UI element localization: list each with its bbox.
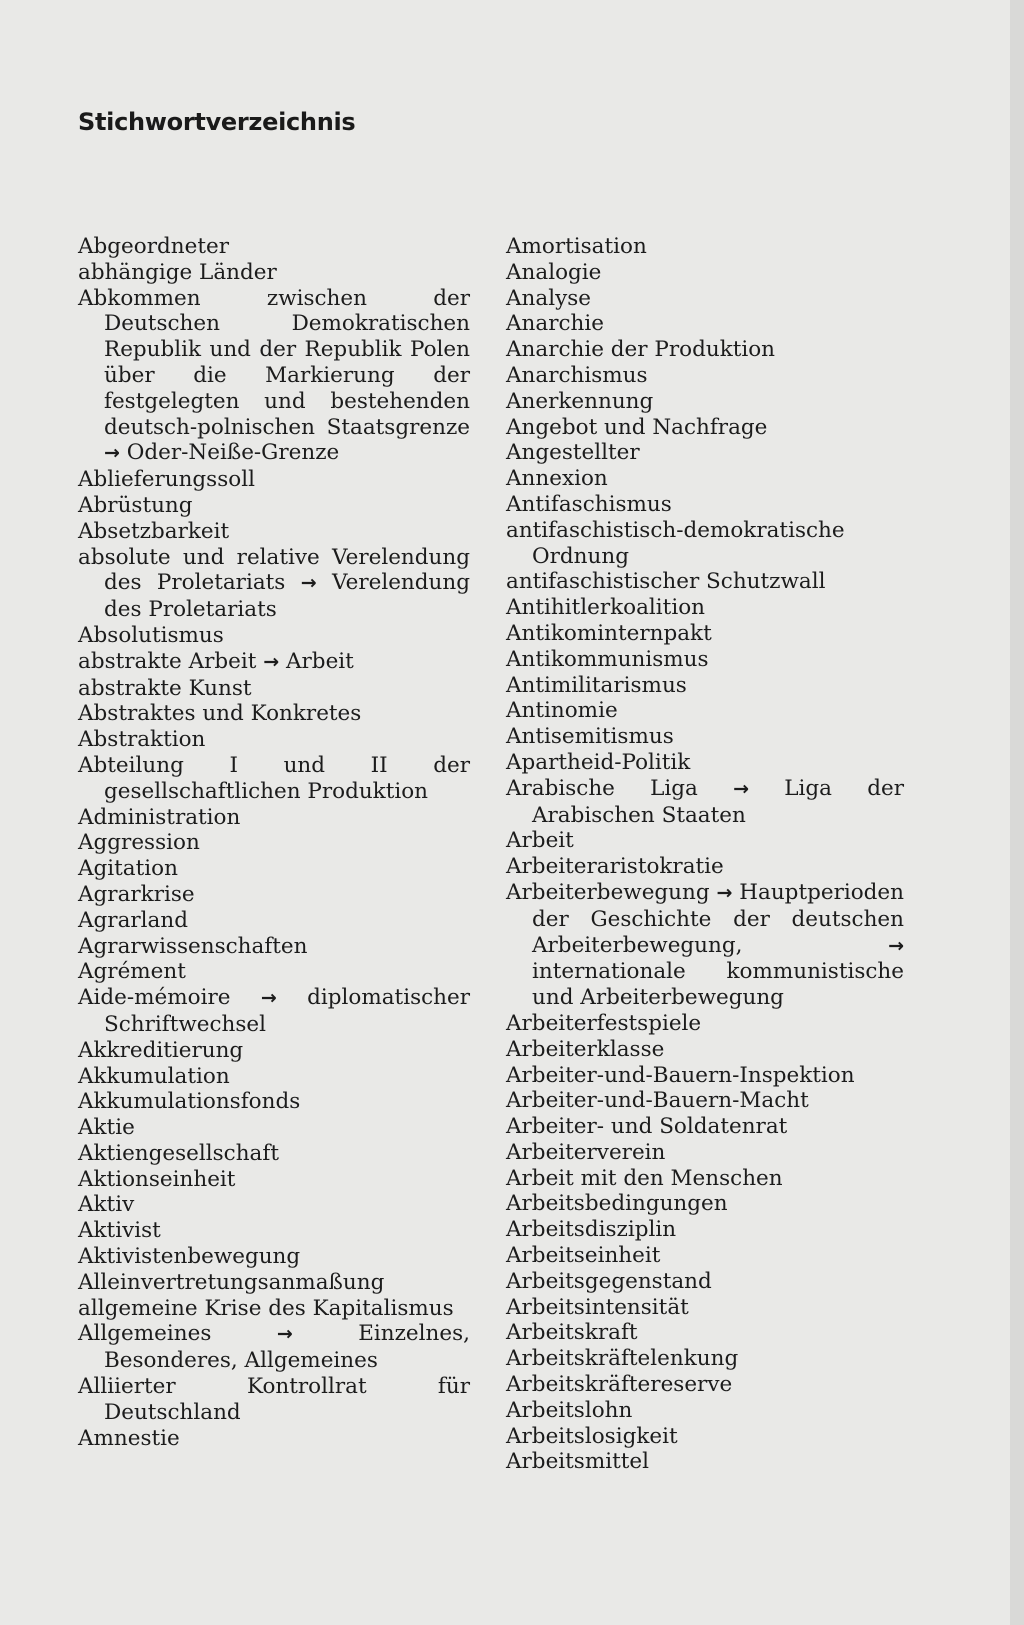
index-column-right [506, 234, 904, 1475]
see-arrow-icon: → [260, 987, 277, 1010]
see-reference: Verelendung des Proletariats [104, 570, 470, 623]
entry-term: Agrarkrise [78, 881, 195, 907]
entry-term: Aktivist [78, 1218, 161, 1244]
entry-term: Antikommunismus [506, 646, 709, 672]
entry-term: Administration [78, 804, 241, 830]
entry-term: Arbeiterklasse [506, 1036, 665, 1062]
entry-term: Antifaschismus [506, 491, 672, 517]
index-entry [506, 828, 904, 854]
see-reference: diplomatischer Schriftwechsel [104, 985, 470, 1037]
entry-term: Alleinvertretungsanmaßung [78, 1269, 385, 1295]
index-entry [506, 880, 904, 1011]
entry-term: Arbeitslosigkeit [506, 1423, 678, 1449]
entry-term: abstrakte Kunst [78, 675, 252, 701]
see-arrow-icon: → [263, 650, 280, 673]
see-reference: Einzelnes, Besonderes, Allgemeines [104, 1321, 470, 1374]
entry-term: allgemeine Krise des Kapitalismus [78, 1295, 454, 1321]
index-entry [506, 466, 904, 492]
index-entry [506, 1217, 904, 1243]
entry-term: Arbeitseinheit [506, 1243, 661, 1269]
entry-term: antifaschistisch-demokratische Ordnung [506, 517, 845, 569]
see-reference: internationale kommunistische und Arbeiterbewegung [532, 959, 904, 1011]
index-entry [78, 908, 470, 934]
index-entry [78, 1038, 470, 1064]
index-entry [78, 934, 470, 960]
entry-term: Aide-mémoire [78, 985, 231, 1011]
index-entry [506, 1269, 904, 1295]
entry-term: Arbeit mit den Menschen [506, 1165, 783, 1191]
entry-term: Arbeitsbedingungen [506, 1191, 728, 1217]
index-entry [78, 1244, 470, 1270]
index-entry [78, 1270, 470, 1296]
index-entry [78, 234, 470, 260]
see-arrow-icon: → [716, 881, 733, 904]
index-entry [506, 440, 904, 466]
entry-term: Arbeitsintensität [506, 1294, 689, 1320]
entry-term: Akkumulation [78, 1063, 230, 1089]
index-entry [506, 569, 904, 595]
entry-term: Arbeiteraristokratie [506, 854, 724, 880]
entry-term: Aktiv [78, 1192, 135, 1218]
index-entry [78, 856, 470, 882]
entry-term: Arbeiter-und-Bauern-Macht [506, 1088, 809, 1114]
see-arrow-icon: → [888, 934, 904, 957]
index-entry [78, 1374, 470, 1426]
see-arrow-icon: → [276, 1323, 293, 1346]
index-entry [506, 1372, 904, 1398]
index-entry [506, 621, 904, 647]
index-column-left [78, 234, 470, 1451]
entry-term: Abstraktes und Konkretes [78, 701, 362, 727]
index-entry [506, 1011, 904, 1037]
entry-term: Abrüstung [78, 492, 193, 518]
entry-term: Arbeiterverein [506, 1139, 666, 1165]
see-reference: Hauptperioden der Geschichte der deutschen Arbeiterbewegung, [532, 879, 905, 958]
index-entry [78, 882, 470, 908]
entry-term: Absetzbarkeit [78, 518, 230, 544]
index-entry [506, 1320, 904, 1346]
index-entry [506, 750, 904, 776]
index-entry [78, 830, 470, 856]
index-entry [506, 415, 904, 441]
index-entry [506, 1191, 904, 1217]
entry-term: Arabische Liga [506, 775, 698, 801]
entry-term: Anarchismus [506, 362, 648, 388]
entry-term: antifaschistischer Schutzwall [506, 569, 826, 595]
entry-term: Arbeiter- und Soldatenrat [506, 1114, 788, 1140]
index-entry [506, 698, 904, 724]
index-entry [78, 727, 470, 753]
see-arrow-icon: → [300, 572, 317, 595]
entry-term: Abstraktion [78, 727, 206, 753]
index-entry [78, 1192, 470, 1218]
entry-term: Annexion [506, 466, 608, 492]
index-entry [78, 519, 470, 545]
entry-term: Antikominternpakt [506, 620, 712, 646]
index-entry [78, 753, 470, 805]
index-entry [78, 676, 470, 702]
index-entry [78, 805, 470, 831]
index-entry [506, 311, 904, 337]
entry-term: abstrakte Arbeit [78, 648, 257, 674]
index-entry [506, 595, 904, 621]
index-entry [78, 1218, 470, 1244]
index-entry [506, 1037, 904, 1063]
index-entry [78, 1089, 470, 1115]
index-entry [78, 1115, 470, 1141]
entry-term: Arbeitsgegenstand [506, 1268, 712, 1294]
index-entry [506, 234, 904, 260]
entry-term: Arbeitsdisziplin [506, 1217, 677, 1243]
index-entry [506, 1346, 904, 1372]
entry-term: Anarchie der Produktion [506, 337, 776, 363]
entry-term: Alliierter Kontrollrat für Deutschland [78, 1374, 470, 1425]
index-entry [506, 260, 904, 286]
entry-term: Anarchie [506, 311, 604, 337]
entry-term: Arbeit [506, 828, 574, 854]
entry-term: Arbeitskraft [506, 1320, 638, 1346]
index-entry [506, 1088, 904, 1114]
index-entry [506, 286, 904, 312]
entry-term: Agrarwissenschaften [78, 933, 308, 959]
entry-term: Arbeiterfestspiele [506, 1010, 702, 1036]
index-entry [506, 518, 904, 570]
index-entry [506, 1166, 904, 1192]
index-entry [506, 389, 904, 415]
entry-term: Aktivistenbewegung [78, 1244, 301, 1270]
see-reference: Oder-Neiße-Grenze [126, 440, 340, 466]
index-entry [506, 1449, 904, 1475]
see-reference: Liga der Arabischen Staaten [532, 775, 904, 828]
entry-term: Ablieferungssoll [78, 467, 255, 493]
index-entry [506, 1398, 904, 1424]
index-entry [78, 545, 470, 623]
index-entry [506, 673, 904, 699]
index-entry [506, 647, 904, 673]
entry-term: Amnestie [78, 1425, 180, 1451]
index-entry [78, 286, 470, 468]
index-entry [78, 467, 470, 493]
entry-term: Analogie [506, 259, 602, 285]
entry-term: Antimilitarismus [506, 672, 687, 698]
entry-term: abhängige Länder [78, 259, 277, 285]
entry-term: Agitation [78, 856, 178, 882]
entry-term: Aktionseinheit [78, 1166, 236, 1192]
index-entry [506, 1243, 904, 1269]
entry-term: Aggression [78, 830, 200, 856]
index-entry [78, 959, 470, 985]
index-entry [506, 854, 904, 880]
entry-term: Antisemitismus [506, 724, 674, 750]
entry-term: Apartheid-Politik [506, 749, 691, 775]
index-entry [506, 492, 904, 518]
entry-term: Arbeitskräftelenkung [506, 1346, 739, 1372]
index-entry [78, 1064, 470, 1090]
entry-term: Akkumulationsfonds [78, 1089, 301, 1115]
entry-term: Abteilung I und II der gesellschaftlichen Produktion [78, 752, 470, 804]
entry-term: Angebot und Nachfrage [506, 414, 768, 440]
entry-term: Aktiengesellschaft [78, 1140, 279, 1166]
index-entry [78, 1321, 470, 1374]
entry-term: Anerkennung [506, 388, 654, 414]
entry-term: Aktie [78, 1115, 135, 1141]
index-entry [506, 1424, 904, 1450]
index-entry [506, 776, 904, 829]
see-reference: Arbeit [286, 648, 354, 674]
index-entry [506, 337, 904, 363]
entry-term: Agrément [78, 959, 186, 985]
entry-term: Arbeiterbewegung [506, 879, 710, 905]
index-entry [78, 493, 470, 519]
see-arrow-icon: → [733, 777, 750, 800]
index-entry [78, 985, 470, 1038]
entry-term: Antihitlerkoalition [506, 595, 705, 621]
index-entry [78, 1296, 470, 1322]
entry-term: Arbeiter-und-Bauern-Inspektion [506, 1062, 855, 1088]
entry-term: Abgeordneter [78, 234, 229, 259]
entry-term: Abkommen zwischen der Deutschen Demokratischen Republik und der Republik Polen über die Markierung der festgelegten und bestehenden deutsch-polnischen Staatsgrenze [78, 285, 470, 440]
index-entry [78, 701, 470, 727]
index-entry [78, 649, 470, 676]
entry-term: Amortisation [506, 234, 647, 259]
index-entry [506, 724, 904, 750]
page-title: Stichwortverzeichnis [78, 108, 356, 136]
index-entry [78, 623, 470, 649]
entry-term: Allgemeines [78, 1321, 212, 1347]
index-entry [78, 1426, 470, 1452]
index-entry [506, 1295, 904, 1321]
page-edge [1010, 0, 1024, 1625]
entry-term: Antinomie [506, 698, 618, 724]
entry-term: absolute und relative Verelendung des Proletariats [78, 544, 470, 596]
see-arrow-icon: → [104, 442, 120, 465]
entry-term: Akkreditierung [78, 1037, 244, 1063]
entry-term: Analyse [506, 285, 591, 311]
index-entry [78, 260, 470, 286]
index-entry [506, 1063, 904, 1089]
index-entry [78, 1167, 470, 1193]
entry-term: Arbeitsmittel [506, 1449, 649, 1475]
entry-term: Arbeitslohn [506, 1397, 633, 1423]
index-entry [506, 1140, 904, 1166]
entry-term: Agrarland [78, 907, 188, 933]
entry-term: Arbeitskräftereserve [506, 1372, 733, 1398]
index-entry [506, 1114, 904, 1140]
index-entry [506, 363, 904, 389]
index-entry [78, 1141, 470, 1167]
entry-term: Angestellter [506, 440, 640, 466]
entry-term: Absolutismus [78, 622, 224, 648]
